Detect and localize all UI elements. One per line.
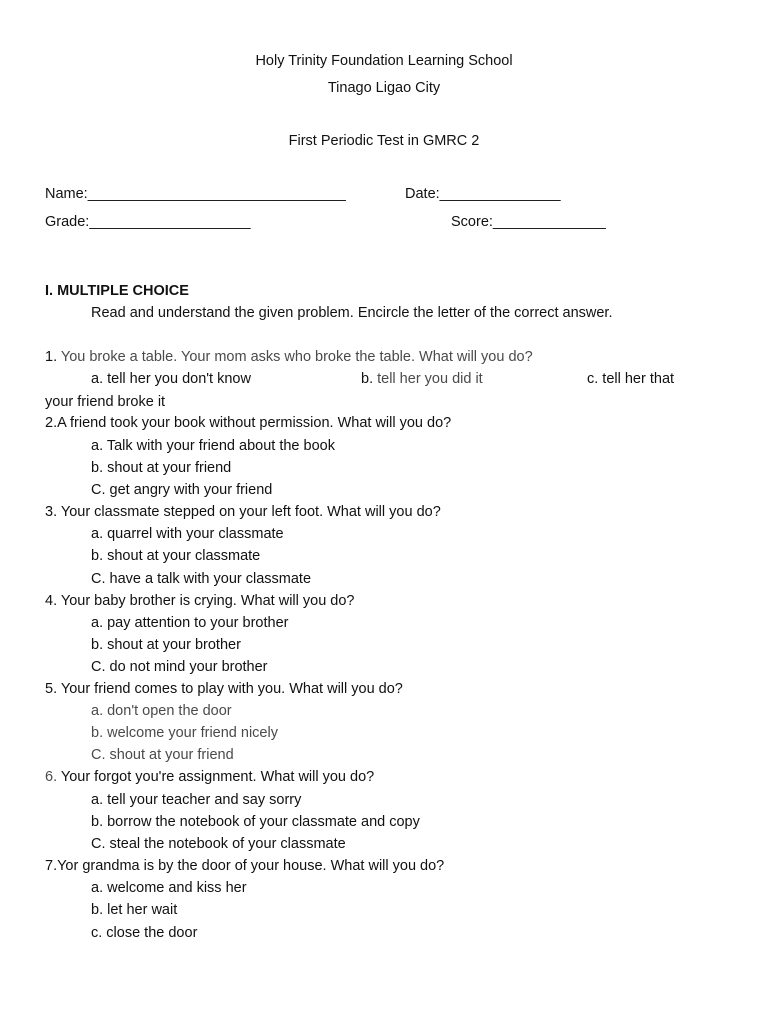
- option-a: a. pay attention to your brother: [91, 615, 289, 631]
- option-c: C. steal the notebook of your classmate: [91, 836, 346, 852]
- question-4: 4. Your baby brother is crying. What will you do?: [45, 593, 355, 609]
- date-field: Date:_______________: [405, 186, 561, 202]
- school-location: Tinago Ligao City: [327, 80, 441, 96]
- score-field: Score:______________: [451, 214, 606, 230]
- option-c-continuation: your friend broke it: [45, 394, 166, 410]
- question-text: Your forgot you're assignment. What will you do?: [57, 769, 375, 785]
- question-6: [45, 768, 374, 786]
- option-a: a. tell your teacher and say sorry: [91, 792, 302, 808]
- option-b: b. welcome your friend nicely: [91, 725, 278, 741]
- option-b: [361, 370, 483, 388]
- option-b: b. borrow the notebook of your classmate and copy: [91, 814, 420, 830]
- option-a: a. quarrel with your classmate: [91, 526, 284, 542]
- grade-field: Grade:____________________: [45, 214, 251, 230]
- option-c: C. shout at your friend: [91, 747, 234, 763]
- section-title: I. MULTIPLE CHOICE: [45, 283, 189, 299]
- question-number: 6.: [45, 769, 58, 785]
- question-text: You broke a table. Your mom asks who broke the table. What will you do?: [57, 349, 533, 365]
- name-field: Name:________________________________: [45, 186, 346, 202]
- option-a: a. Talk with your friend about the book: [91, 438, 335, 454]
- section-instruction: Read and understand the given problem. Encircle the letter of the correct answer.: [91, 305, 613, 321]
- option-b: b. shout at your brother: [91, 637, 241, 653]
- question-1: [45, 348, 533, 366]
- option-c: C. have a talk with your classmate: [91, 571, 312, 587]
- option-a: a. don't open the door: [91, 703, 232, 719]
- question-7: 7.Yor grandma is by the door of your house. What will you do?: [45, 858, 445, 874]
- option-c: C. get angry with your friend: [91, 482, 273, 498]
- option-c: c. tell her that: [587, 371, 675, 387]
- option-b: b. shout at your classmate: [91, 548, 261, 564]
- option-c: C. do not mind your brother: [91, 659, 268, 675]
- option-label: b.: [361, 371, 374, 387]
- question-5: 5. Your friend comes to play with you. What will you do?: [45, 681, 403, 697]
- question-3: 3. Your classmate stepped on your left foot. What will you do?: [45, 504, 441, 520]
- option-b: b. let her wait: [91, 902, 178, 918]
- option-text: tell her you did it: [373, 371, 483, 387]
- question-2: 2.A friend took your book without permission. What will you do?: [45, 415, 452, 431]
- school-name: Holy Trinity Foundation Learning School: [255, 53, 513, 69]
- test-title: First Periodic Test in GMRC 2: [288, 133, 480, 149]
- option-c: c. close the door: [91, 925, 198, 941]
- option-a: a. welcome and kiss her: [91, 880, 247, 896]
- option-a: a. tell her you don't know: [91, 371, 251, 387]
- question-number: 1.: [45, 349, 58, 365]
- option-b: b. shout at your friend: [91, 460, 232, 476]
